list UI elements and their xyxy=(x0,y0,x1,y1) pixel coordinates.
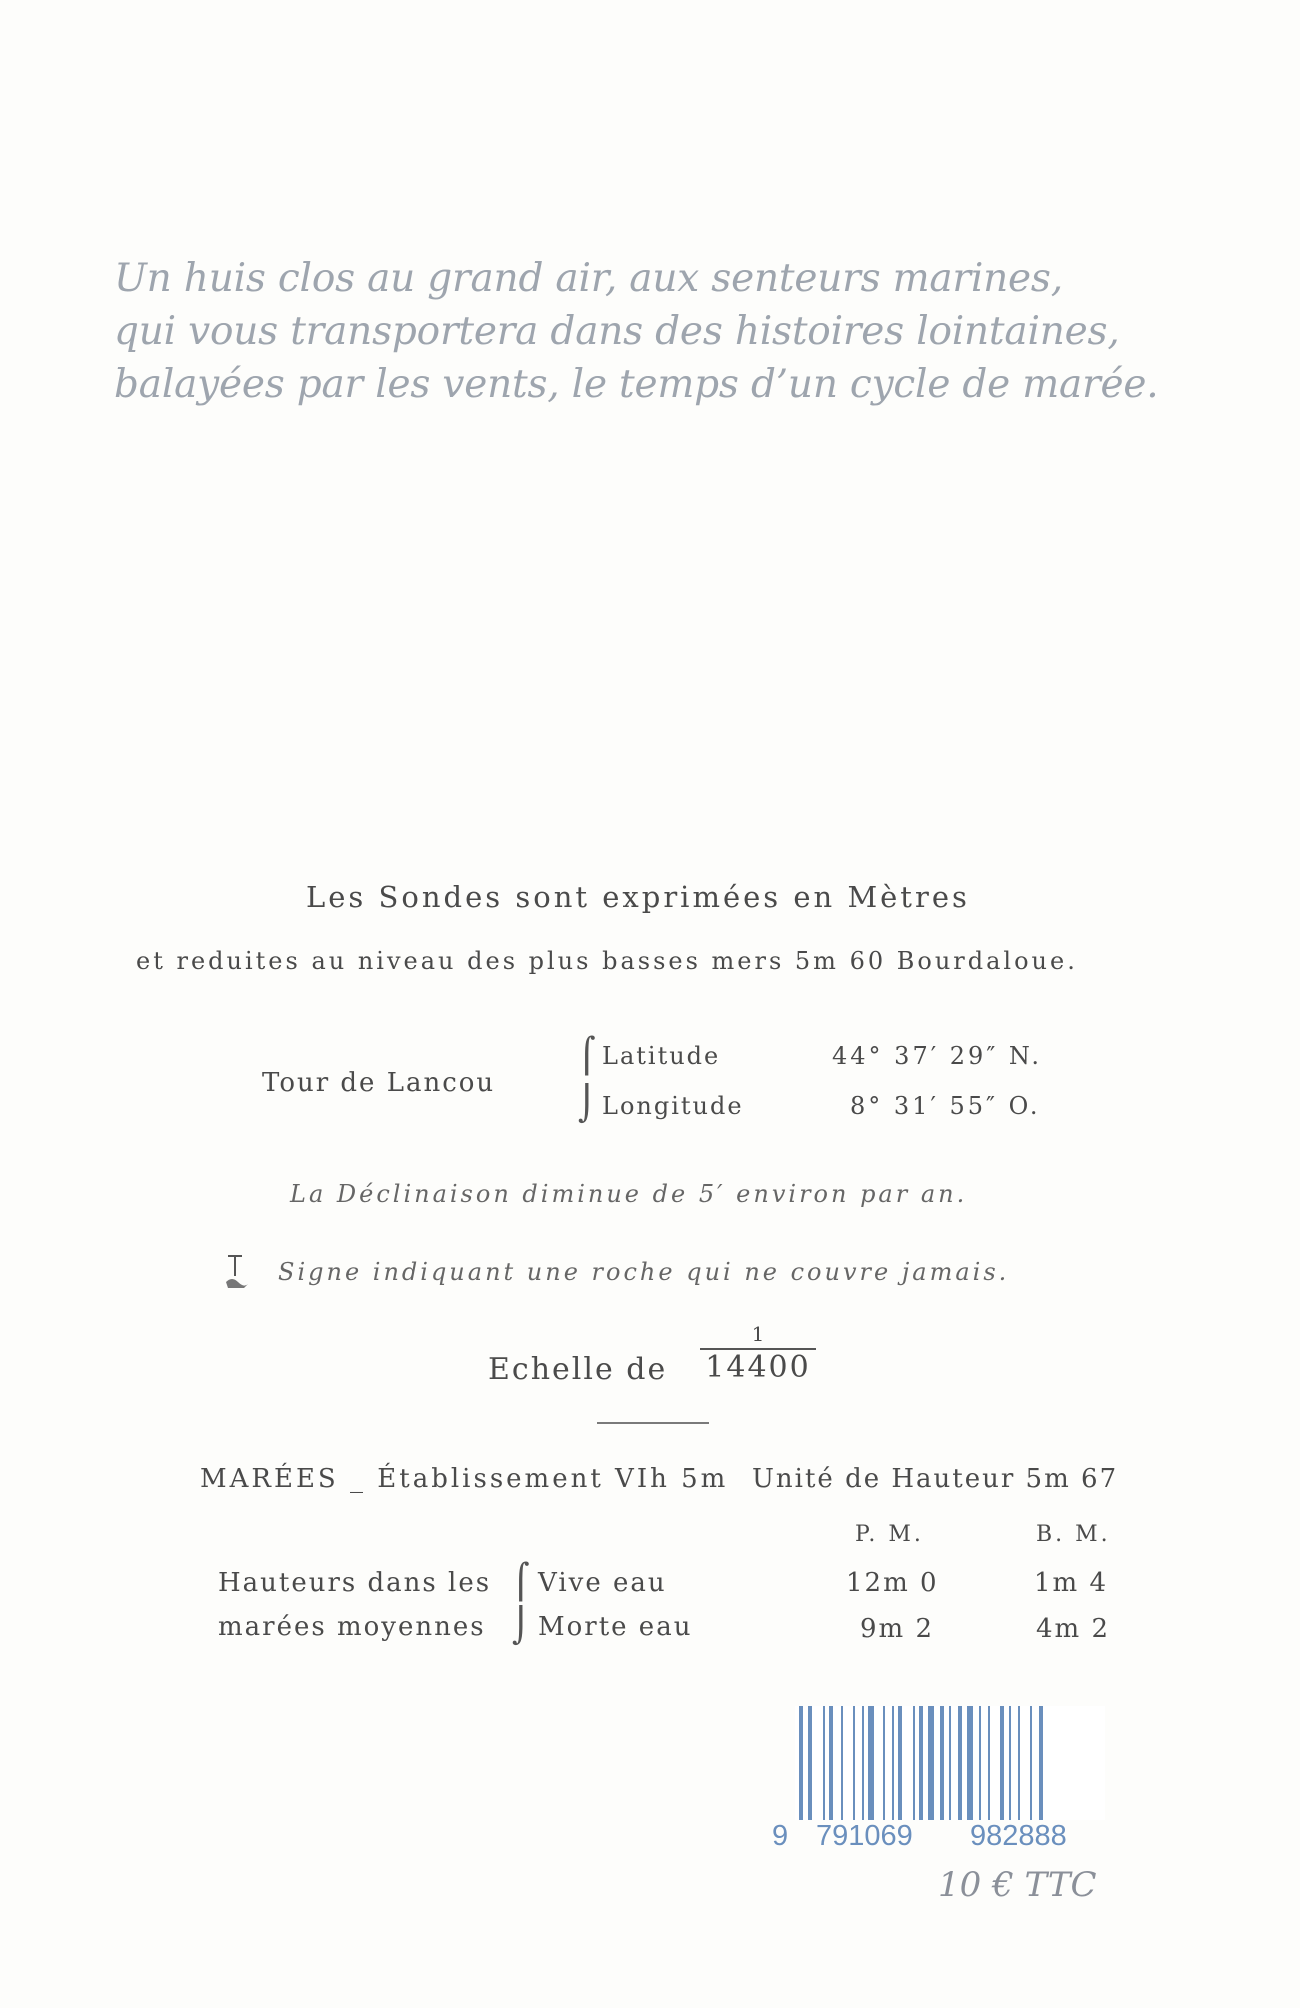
marees-heading: MARÉES _ Établissement VIh 5m xyxy=(200,1464,729,1494)
morte-eau-label: Morte eau xyxy=(538,1612,693,1642)
scale-fraction xyxy=(700,1322,816,1385)
column-header-pm: P. M. xyxy=(855,1522,924,1547)
vive-eau-label: Vive eau xyxy=(538,1568,667,1598)
barcode-icon xyxy=(795,1706,1105,1820)
barcode-bar xyxy=(979,1706,981,1820)
barcode-bar xyxy=(1000,1706,1004,1820)
barcode-bar xyxy=(940,1706,944,1820)
barcode-bar xyxy=(862,1706,864,1820)
barcode-bar xyxy=(913,1706,915,1820)
barcode-bar xyxy=(808,1706,812,1820)
row-label-line1: Hauteurs dans les xyxy=(218,1568,492,1598)
longitude-value: 8° 31′ 55″ O. xyxy=(850,1092,1041,1120)
barcode-bar xyxy=(958,1706,962,1820)
unite-hauteur: Unité de Hauteur 5m 67 xyxy=(752,1464,1119,1494)
rock-sign-note: Signe indiquant une roche qui ne couvre jamais. xyxy=(278,1258,1010,1286)
barcode-bar xyxy=(949,1706,951,1820)
barcode-bar xyxy=(1018,1706,1020,1820)
blurb-line: qui vous transportera dans des histoires lointaines, xyxy=(114,309,1120,354)
blurb-line: balayées par les vents, le temps d’un cycle de marée. xyxy=(114,362,1159,407)
barcode-bar xyxy=(1039,1706,1043,1820)
barcode-bar xyxy=(898,1706,902,1820)
barcode-bar xyxy=(988,1706,990,1820)
barcode-bar xyxy=(799,1706,803,1820)
reduites-line: et reduites au niveau des plus basses mers 5m 60 Bourdaloue. xyxy=(136,947,1078,975)
barcode-bar xyxy=(841,1706,843,1820)
barcode-bar xyxy=(883,1706,885,1820)
barcode-digit-group: 9 xyxy=(772,1820,789,1852)
vive-eau-pm: 12m 0 xyxy=(846,1568,939,1598)
latitude-value: 44° 37′ 29″ N. xyxy=(832,1042,1043,1070)
station-name: Tour de Lancou xyxy=(262,1068,496,1098)
blurb-line: Un huis clos au grand air, aux senteurs marines, xyxy=(114,256,1063,301)
brace-bottom-icon: ⌡ xyxy=(512,1606,530,1646)
brace-bottom-icon: ⌡ xyxy=(578,1084,596,1124)
barcode-bar xyxy=(967,1706,973,1820)
barcode-digit-group: 982888 xyxy=(970,1820,1067,1852)
scale-denominator: 14400 xyxy=(705,1350,811,1385)
barcode-bar xyxy=(928,1706,934,1820)
barcode-bar xyxy=(1009,1706,1011,1820)
barcode-bar xyxy=(829,1706,833,1820)
brace-top-icon: ⌠ xyxy=(578,1036,596,1076)
scale-label: Echelle de xyxy=(488,1352,668,1387)
divider-rule xyxy=(597,1422,709,1424)
price: 10 € TTC xyxy=(938,1865,1097,1905)
row-label-line2: marées moyennes xyxy=(218,1612,486,1642)
barcode-bar xyxy=(853,1706,855,1820)
barcode-bar xyxy=(868,1706,874,1820)
scale-numerator: 1 xyxy=(700,1322,816,1350)
barcode-digits xyxy=(772,1820,1112,1856)
barcode-digit-group: 791069 xyxy=(816,1820,913,1852)
barcode-bar xyxy=(892,1706,894,1820)
morte-eau-pm: 9m 2 xyxy=(860,1614,935,1644)
column-header-bm: B. M. xyxy=(1036,1522,1111,1547)
rock-sign-icon xyxy=(224,1252,250,1292)
brace-top-icon: ⌠ xyxy=(512,1562,530,1602)
sondes-heading: Les Sondes sont exprimées en Mètres xyxy=(306,880,970,914)
declinaison-note: La Déclinaison diminue de 5′ environ par an. xyxy=(290,1180,968,1208)
longitude-label: Longitude xyxy=(602,1092,744,1120)
barcode-bar xyxy=(1030,1706,1032,1820)
morte-eau-bm: 4m 2 xyxy=(1036,1614,1111,1644)
vive-eau-bm: 1m 4 xyxy=(1034,1568,1109,1598)
barcode-bar xyxy=(823,1706,825,1820)
barcode-bar xyxy=(919,1706,923,1820)
latitude-label: Latitude xyxy=(602,1042,721,1070)
